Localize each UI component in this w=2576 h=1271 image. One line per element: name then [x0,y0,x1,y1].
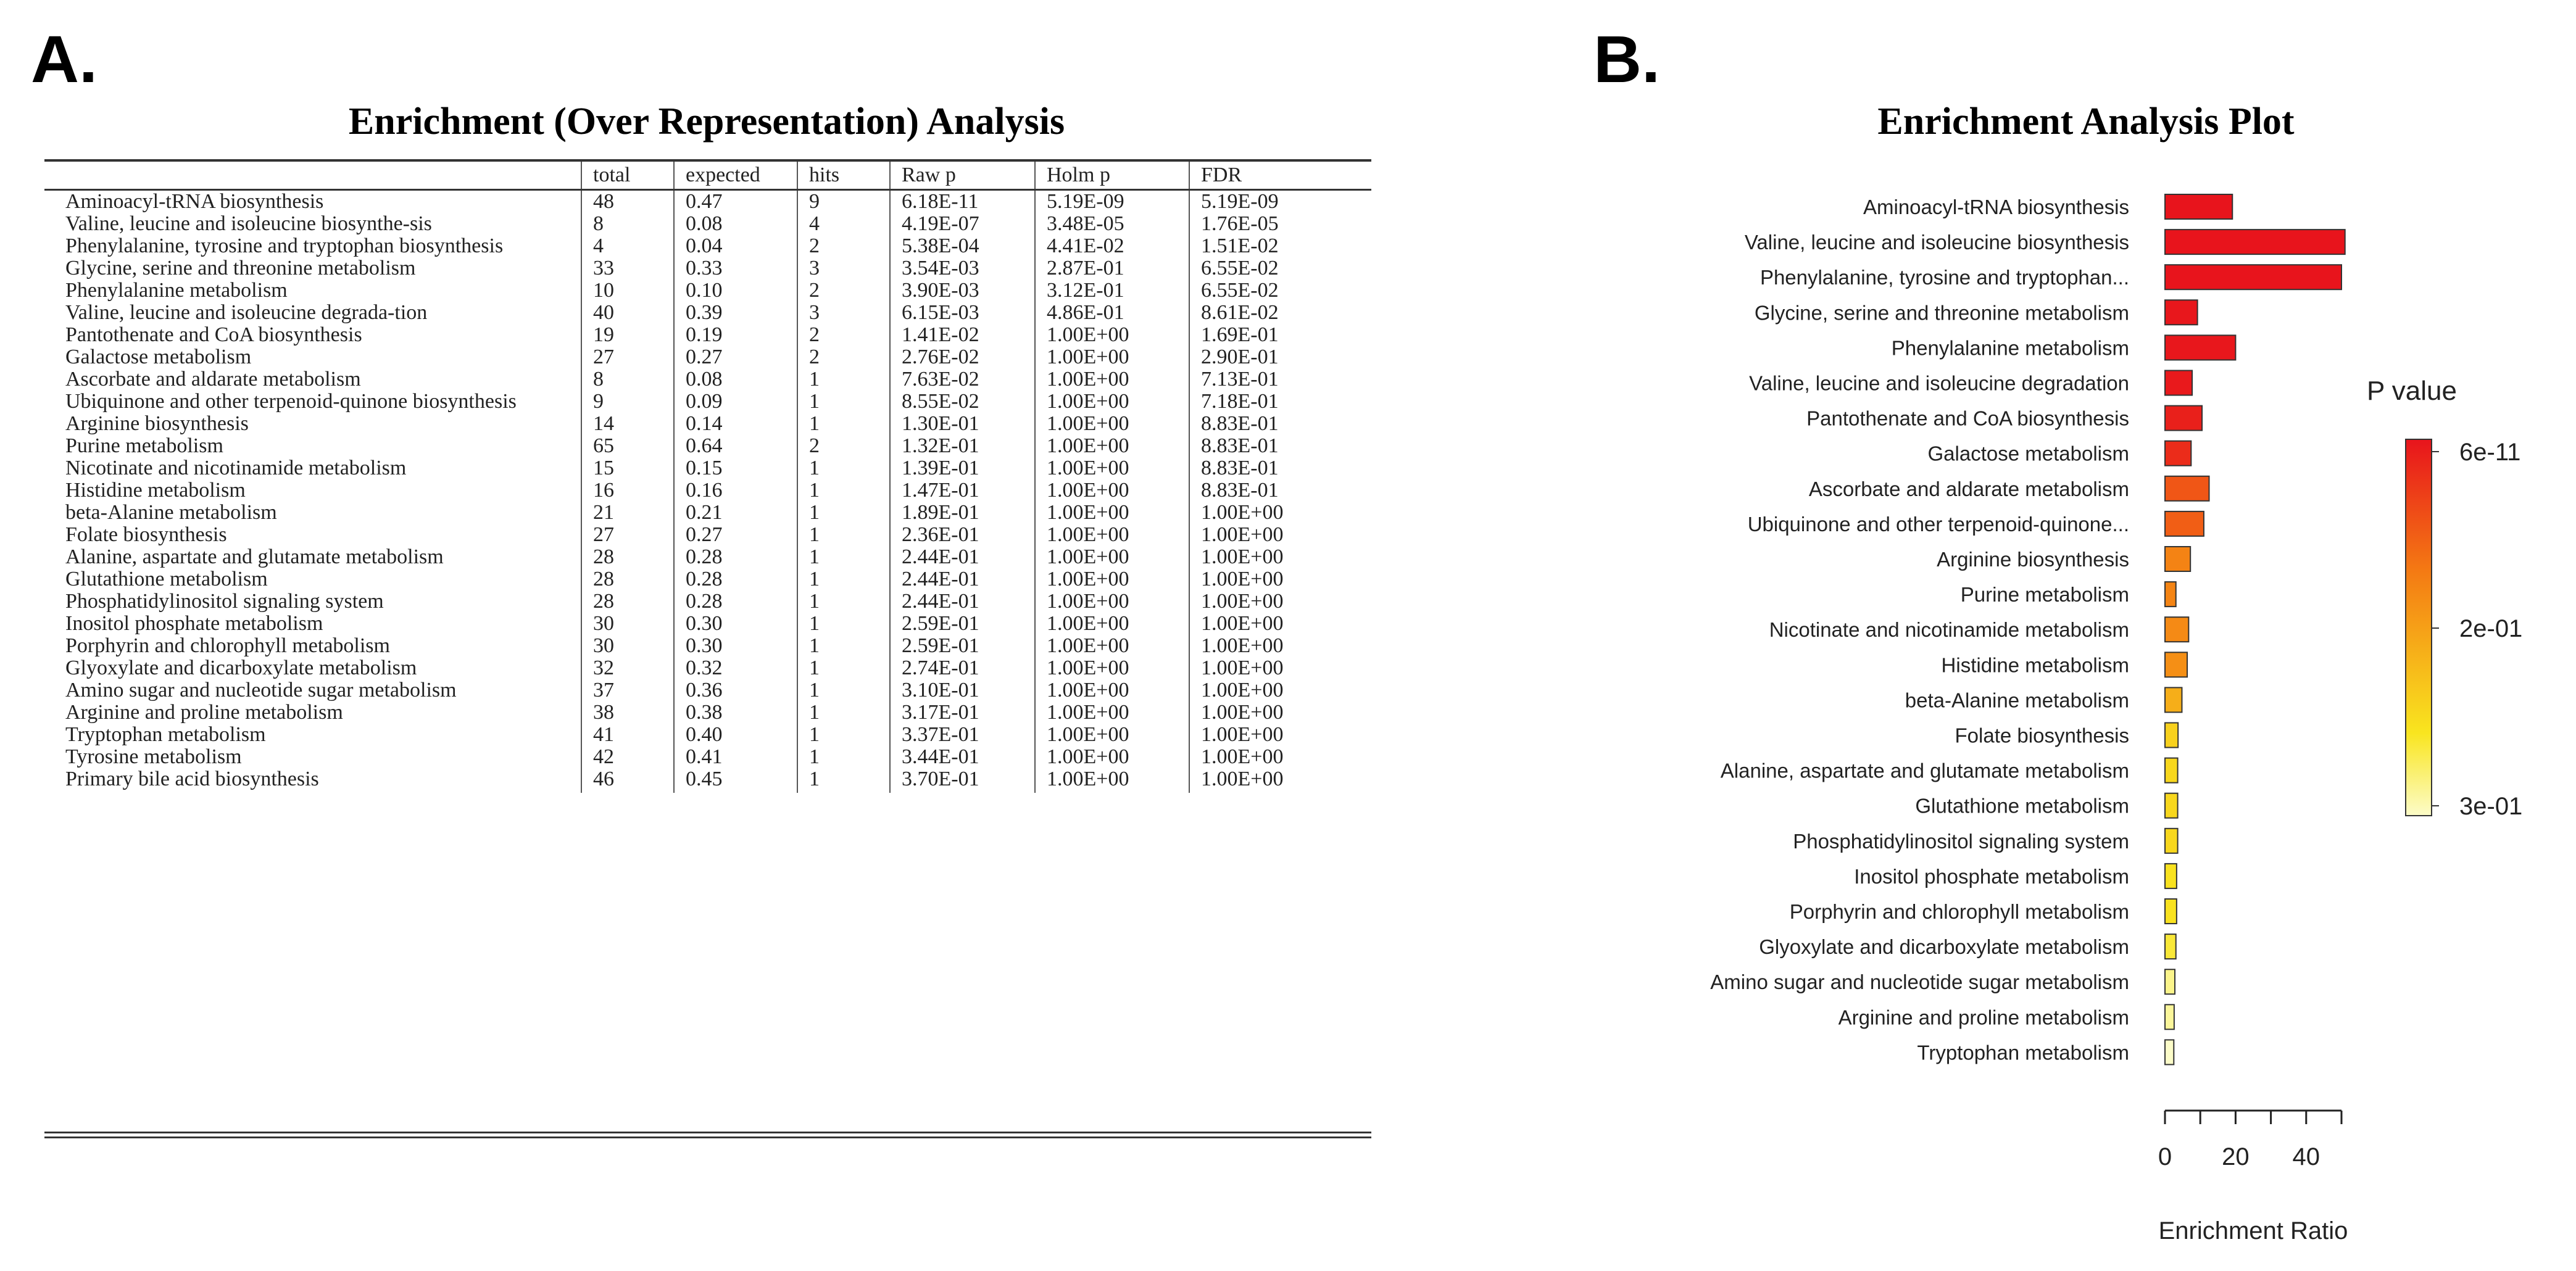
value-cell: 1 [797,613,890,635]
value-cell: 1 [797,657,890,679]
y-tick-label: Alanine, aspartate and glutamate metabolism [1720,759,2129,782]
column-header: FDR [1189,160,1371,190]
value-cell: 4 [581,235,674,257]
value-cell: 1.00E+00 [1189,768,1371,793]
bar [2165,1040,2174,1064]
value-cell: 1.00E+00 [1035,568,1189,590]
y-tick-label: Valine, leucine and isoleucine biosynthesis [1744,231,2129,254]
bar [2165,335,2235,360]
value-cell: 3.10E-01 [890,679,1035,702]
pathway-name-cell: Ubiquinone and other terpenoid-quinone biosynthesis [65,390,517,413]
value-cell: 1 [797,546,890,568]
bar [2165,687,2182,712]
value-cell: 1.00E+00 [1035,413,1189,435]
bar [2165,758,2178,783]
value-cell: 1.00E+00 [1189,524,1371,546]
pathway-name-cell: Arginine and proline metabolism [65,701,343,724]
value-cell: 2.59E-01 [890,613,1035,635]
y-tick-label: Purine metabolism [1960,583,2129,607]
pathway-name-cell: Glycine, serine and threonine metabolism [65,257,416,279]
value-cell: 9 [581,391,674,413]
value-cell: 0.19 [674,324,797,346]
value-cell: 3 [797,302,890,324]
value-cell: 0.04 [674,235,797,257]
value-cell: 2 [797,435,890,457]
pathway-name-cell: Aminoacyl-tRNA biosynthesis [65,190,324,213]
bar [2165,194,2232,219]
value-cell: 1 [797,391,890,413]
bar [2165,300,2198,325]
pathway-name-cell: Arginine biosynthesis [65,412,249,435]
bar [2165,934,2176,959]
value-cell: 0.27 [674,346,797,368]
value-cell: 1.00E+00 [1189,590,1371,613]
value-cell: 1 [797,590,890,613]
value-cell: 1.00E+00 [1035,502,1189,524]
bar [2165,1004,2174,1029]
value-cell: 2.44E-01 [890,590,1035,613]
value-cell: 3.54E-03 [890,257,1035,279]
column-header: total [581,160,674,190]
x-tick-label: 40 [2292,1143,2320,1170]
bar [2165,793,2178,818]
value-cell: 16 [581,479,674,502]
value-cell: 1.00E+00 [1035,546,1189,568]
value-cell: 0.15 [674,457,797,479]
value-cell: 33 [581,257,674,279]
value-cell: 0.36 [674,679,797,702]
value-cell: 3.48E-05 [1035,213,1189,235]
value-cell: 0.41 [674,746,797,768]
value-cell: 0.45 [674,768,797,793]
value-cell: 6.55E-02 [1189,257,1371,279]
y-tick-label: Galactose metabolism [1927,442,2129,465]
value-cell: 0.10 [674,279,797,302]
y-tick-label: Folate biosynthesis [1955,724,2129,747]
y-tick-label: Glutathione metabolism [1915,794,2129,818]
value-cell: 1 [797,568,890,590]
value-cell: 1.00E+00 [1035,746,1189,768]
value-cell: 1 [797,768,890,793]
y-tick-label: Porphyrin and chlorophyll metabolism [1789,900,2129,923]
pathway-name-cell: Pantothenate and CoA biosynthesis [65,323,362,346]
value-cell: 1 [797,702,890,724]
y-tick-label: Inositol phosphate metabolism [1854,864,2129,888]
value-cell: 1.00E+00 [1035,635,1189,657]
legend-tick-label: 3e-01 [2459,793,2523,820]
value-cell: 2 [797,279,890,302]
bar [2165,511,2204,536]
value-cell: 3.17E-01 [890,702,1035,724]
value-cell: 19 [581,324,674,346]
value-cell: 1.41E-02 [890,324,1035,346]
value-cell: 2.76E-02 [890,346,1035,368]
pathway-name-cell: Inositol phosphate metabolism [65,612,323,635]
bar [2165,969,2175,994]
value-cell: 38 [581,702,674,724]
x-axis-label: Enrichment Ratio [2158,1217,2348,1244]
value-cell: 14 [581,413,674,435]
value-cell: 28 [581,590,674,613]
value-cell: 1.00E+00 [1035,346,1189,368]
value-cell: 7.18E-01 [1189,391,1371,413]
value-cell: 1.00E+00 [1035,679,1189,702]
y-tick-label: Valine, leucine and isoleucine degradation [1749,371,2129,395]
value-cell: 8.83E-01 [1189,457,1371,479]
value-cell: 1.00E+00 [1189,746,1371,768]
y-tick-label: Glycine, serine and threonine metabolism [1754,301,2129,325]
value-cell: 0.28 [674,546,797,568]
bar [2165,406,2202,431]
pathway-name-cell: beta-Alanine metabolism [65,501,277,524]
value-cell: 0.64 [674,435,797,457]
value-cell: 37 [581,679,674,702]
column-header: hits [797,160,890,190]
value-cell: 8.83E-01 [1189,479,1371,502]
bar [2165,829,2178,853]
column-header: Raw p [890,160,1035,190]
value-cell: 1.00E+00 [1035,613,1189,635]
value-cell: 2 [797,324,890,346]
value-cell: 2.87E-01 [1035,257,1189,279]
value-cell: 1.00E+00 [1189,502,1371,524]
value-cell: 8.83E-01 [1189,435,1371,457]
value-cell: 1.47E-01 [890,479,1035,502]
y-tick-label: Ascorbate and aldarate metabolism [1808,477,2129,500]
value-cell: 0.32 [674,657,797,679]
y-tick-label: Phenylalanine, tyrosine and tryptophan... [1760,266,2129,289]
legend-tick-label: 2e-01 [2459,615,2523,642]
value-cell: 8.83E-01 [1189,413,1371,435]
value-cell: 0.47 [674,190,797,213]
value-cell: 1 [797,679,890,702]
value-cell: 27 [581,524,674,546]
value-cell: 15 [581,457,674,479]
value-cell: 3.70E-01 [890,768,1035,793]
pathway-name-cell: Purine metabolism [65,434,223,457]
value-cell: 1.39E-01 [890,457,1035,479]
value-cell: 6.18E-11 [890,190,1035,213]
value-cell: 1.00E+00 [1035,657,1189,679]
bar [2165,265,2341,289]
value-cell: 65 [581,435,674,457]
value-cell: 10 [581,279,674,302]
value-cell: 1 [797,635,890,657]
x-tick-label: 20 [2222,1143,2250,1170]
value-cell: 1.00E+00 [1035,435,1189,457]
bar [2165,617,2188,642]
y-tick-label: Phosphatidylinositol signaling system [1793,829,2129,853]
value-cell: 3.12E-01 [1035,279,1189,302]
value-cell: 0.38 [674,702,797,724]
value-cell: 1.00E+00 [1189,724,1371,746]
value-cell: 1.00E+00 [1189,635,1371,657]
value-cell: 42 [581,746,674,768]
pathway-name-cell: Valine, leucine and isoleucine degrada-tion [65,301,428,324]
y-tick-label: Ubiquinone and other terpenoid-quinone... [1747,512,2129,536]
pathway-name-cell: Phosphatidylinositol signaling system [65,590,384,613]
value-cell: 2 [797,235,890,257]
value-cell: 0.21 [674,502,797,524]
value-cell: 3.44E-01 [890,746,1035,768]
y-tick-label: Glyoxylate and dicarboxylate metabolism [1759,935,2129,959]
value-cell: 1 [797,457,890,479]
value-cell: 40 [581,302,674,324]
value-cell: 1.00E+00 [1035,702,1189,724]
value-cell: 32 [581,657,674,679]
value-cell: 1.51E-02 [1189,235,1371,257]
pathway-name-cell: Glyoxylate and dicarboxylate metabolism [65,656,417,679]
value-cell: 0.30 [674,613,797,635]
value-cell: 21 [581,502,674,524]
y-tick-label: Aminoacyl-tRNA biosynthesis [1863,196,2129,218]
pathway-name-cell: Tyrosine metabolism [65,745,242,768]
value-cell: 28 [581,546,674,568]
bar [2165,899,2177,924]
pathway-name-cell: Primary bile acid biosynthesis [65,768,319,790]
value-cell: 4 [797,213,890,235]
column-header: expected [674,160,797,190]
value-cell: 2.44E-01 [890,546,1035,568]
value-cell: 1 [797,413,890,435]
value-cell: 2.74E-01 [890,657,1035,679]
pathway-name-cell: Amino sugar and nucleotide sugar metabolism [65,679,457,702]
value-cell: 27 [581,346,674,368]
value-cell: 3.37E-01 [890,724,1035,746]
value-cell: 0.28 [674,568,797,590]
pathway-name-cell: Phenylalanine metabolism [65,279,288,302]
value-cell: 8 [581,368,674,391]
value-cell: 6.15E-03 [890,302,1035,324]
value-cell: 1.32E-01 [890,435,1035,457]
value-cell: 1.00E+00 [1035,324,1189,346]
value-cell: 4.19E-07 [890,213,1035,235]
value-cell: 2.36E-01 [890,524,1035,546]
pathway-name-cell: Folate biosynthesis [65,523,227,546]
value-cell: 0.33 [674,257,797,279]
legend-colorbar [2406,439,2432,816]
pathway-name-cell: Nicotinate and nicotinamide metabolism [65,457,407,479]
column-header: Holm p [1035,160,1189,190]
value-cell: 0.30 [674,635,797,657]
bar [2165,652,2187,677]
value-cell: 3.90E-03 [890,279,1035,302]
pathway-name-cell: Glutathione metabolism [65,568,268,590]
y-tick-label: Tryptophan metabolism [1917,1041,2129,1064]
y-tick-label: Arginine and proline metabolism [1838,1006,2129,1029]
pathway-name-cell: Porphyrin and chlorophyll metabolism [65,634,390,657]
value-cell: 48 [581,190,674,213]
value-cell: 2 [797,346,890,368]
value-cell: 0.08 [674,368,797,391]
value-cell: 4.41E-02 [1035,235,1189,257]
legend-title: P value [2367,376,2457,406]
y-tick-label: Histidine metabolism [1941,653,2129,677]
value-cell: 1.00E+00 [1189,613,1371,635]
value-cell: 1.00E+00 [1189,702,1371,724]
value-cell: 2.90E-01 [1189,346,1371,368]
y-tick-label: Amino sugar and nucleotide sugar metabolism [1710,971,2129,994]
x-tick-label: 0 [2158,1143,2172,1170]
value-cell: 1.00E+00 [1035,724,1189,746]
value-cell: 3 [797,257,890,279]
value-cell: 1.30E-01 [890,413,1035,435]
bar [2165,723,2178,748]
bar [2165,864,2177,888]
value-cell: 0.16 [674,479,797,502]
pathway-name-cell: Alanine, aspartate and glutamate metabolism [65,545,444,568]
panel-a-label: A. [31,22,98,96]
value-cell: 7.63E-02 [890,368,1035,391]
bar [2165,230,2345,254]
y-tick-label: Phenylalanine metabolism [1891,336,2129,360]
value-cell: 1.00E+00 [1035,768,1189,793]
value-cell: 5.19E-09 [1035,190,1189,213]
value-cell: 2.59E-01 [890,635,1035,657]
value-cell: 1.00E+00 [1035,479,1189,502]
y-tick-label: Arginine biosynthesis [1937,548,2129,571]
bar [2165,371,2192,395]
value-cell: 1.00E+00 [1189,568,1371,590]
bar [2165,476,2209,501]
value-cell: 0.27 [674,524,797,546]
value-cell: 1.00E+00 [1189,657,1371,679]
value-cell: 1 [797,724,890,746]
value-cell: 9 [797,190,890,213]
value-cell: 8.55E-02 [890,391,1035,413]
value-cell: 1.00E+00 [1035,368,1189,391]
panel-b-label: B. [1593,22,1660,96]
value-cell: 28 [581,568,674,590]
y-tick-label: Nicotinate and nicotinamide metabolism [1769,618,2129,642]
bar [2165,547,2190,571]
value-cell: 0.28 [674,590,797,613]
value-cell: 1.69E-01 [1189,324,1371,346]
value-cell: 1 [797,746,890,768]
pathway-name-cell: Phenylalanine, tyrosine and tryptophan biosynthesis [65,234,504,257]
value-cell: 41 [581,724,674,746]
value-cell: 30 [581,635,674,657]
pathway-name-cell: Ascorbate and aldarate metabolism [65,368,361,391]
value-cell: 5.38E-04 [890,235,1035,257]
value-cell: 30 [581,613,674,635]
pathway-name-cell: Histidine metabolism [65,479,246,502]
value-cell: 8.61E-02 [1189,302,1371,324]
bar [2165,582,2176,607]
value-cell: 1 [797,524,890,546]
value-cell: 0.39 [674,302,797,324]
value-cell: 0.14 [674,413,797,435]
value-cell: 4.86E-01 [1035,302,1189,324]
value-cell: 1 [797,479,890,502]
value-cell: 0.08 [674,213,797,235]
pathway-name-cell: Valine, leucine and isoleucine biosynthe-sis [65,212,432,235]
y-tick-label: beta-Alanine metabolism [1905,689,2129,712]
value-cell: 1 [797,368,890,391]
plot-title: Enrichment Analysis Plot [1877,101,2295,143]
value-cell: 2.44E-01 [890,568,1035,590]
legend-tick-label: 6e-11 [2459,439,2521,466]
pathway-name-cell: Tryptophan metabolism [65,723,266,746]
value-cell: 7.13E-01 [1189,368,1371,391]
value-cell: 46 [581,768,674,793]
value-cell: 1.00E+00 [1035,391,1189,413]
value-cell: 8 [581,213,674,235]
value-cell: 1.89E-01 [890,502,1035,524]
value-cell: 1.00E+00 [1035,590,1189,613]
value-cell: 6.55E-02 [1189,279,1371,302]
pathway-name-cell: Galactose metabolism [65,346,252,368]
value-cell: 1.00E+00 [1035,457,1189,479]
value-cell: 1 [797,502,890,524]
value-cell: 5.19E-09 [1189,190,1371,213]
value-cell: 0.09 [674,391,797,413]
y-tick-label: Pantothenate and CoA biosynthesis [1806,407,2129,430]
value-cell: 1.00E+00 [1189,546,1371,568]
value-cell: 1.76E-05 [1189,213,1371,235]
value-cell: 0.40 [674,724,797,746]
value-cell: 1.00E+00 [1189,679,1371,702]
bar [2165,441,2191,466]
value-cell: 1.00E+00 [1035,524,1189,546]
table-title: Enrichment (Over Representation) Analysis [348,101,1065,143]
